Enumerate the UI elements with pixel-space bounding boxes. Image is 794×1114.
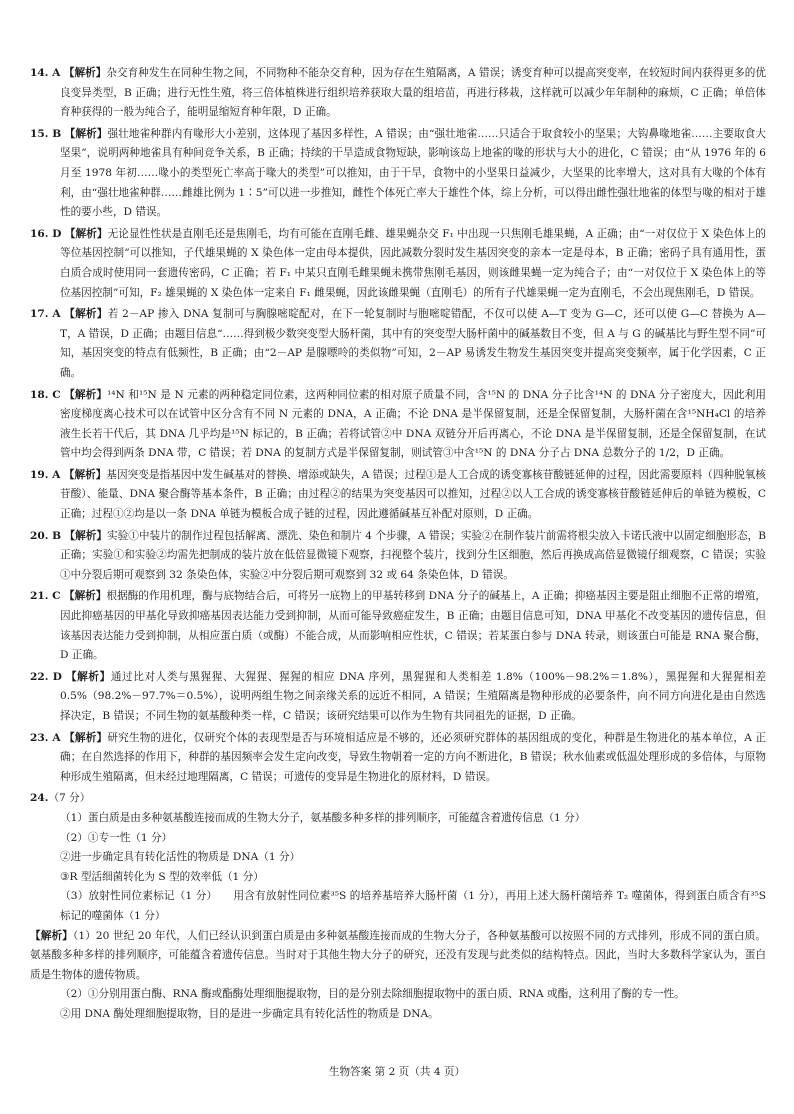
answer-list [30,64,766,787]
answer-paragraph [30,527,766,586]
answer-item [30,587,766,665]
answer-paragraph [30,668,766,727]
question-number: 14. A [30,67,61,79]
question-number: 18. C [30,388,61,401]
answer-page [30,64,766,1027]
question-score: （7 分） [48,792,91,805]
question-number: 21. C [30,590,61,603]
answer-line: （1）蛋白质是由多种氨基酸连接而成的生物大分子，氨基酸多种多样的排列顺序，可能蕴含着遗传信息（1 分） [60,811,586,824]
answer-item [30,668,766,727]
analysis-text: （1）20 世纪 20 年代，人们已经认识到蛋白质是由多种氨基酸连接而成的生物大分子，各种氨基酸可以按照不同的方式排列，形成不同的蛋白质。氨基酸多种多样的排列顺序，可能蕴含着遗传信息。当时对于其他生物大分子的研究，还没有发现与此类似的结构特点。因此，当时大多数科学家认为，蛋白质是生物体的遗传物质。 [30,929,767,981]
answer-item [30,125,766,223]
answer-item [30,225,766,303]
answer-item [30,466,766,525]
answer-line: ②进一步确定具有转化活性的物质是 DNA（1 分） [60,851,301,864]
analysis-text: 杂交育种发生在同种生物之间，不同物种不能杂交育种，因为存在生殖隔离，A 错误；诱变育种可以提高突变率，在较短时间内获得更多的优良变异类型，B 正确；进行无性生殖，将三倍体植株进行组织培养获取大量的组培苗，再进行移栽，这样就可以减少年年制种的麻烦，C 正确；单倍体育种获得的一般为纯合子，能明显缩短育种年限，D 正确。 [60,67,767,119]
question-number: 15. B [30,127,62,140]
answer-line: ③R 型活细菌转化为 S 型的效率低（1 分） [60,870,264,883]
analysis-text: 无论显性性状是直刚毛还是焦刚毛，均有可能在直刚毛雌、雄果蝇杂交 F₁ 中出现一只焦刚毛雄果蝇，A 正确；由“一对仅位于 X 染色体上的等位基因控制”可以推知，子代雄果蝇的 X 染色体一定由母本提供，因此减数分裂时发生基因突变的亲本一定是母本，B 正确；密码子具有通用性，蛋白质合成时使用同一套遗传密码，C 正确；若 F₁ 中某只直刚毛雌果蝇未携带焦刚毛基因，则该雌果蝇一定为纯合子；由“一对仅位于 X 染色体上的等位基因控制”可知，F₂ 雄果蝇的 X 染色体一定来自 F₁ 雌果蝇，因此该雌果蝇（直刚毛）的所有子代雄果蝇一定为直刚毛，不会出现焦刚毛，D 错误。 [60,227,767,299]
answer-paragraph [30,125,766,223]
analysis-text: ¹⁴N 和¹⁵N 是 N 元素的两种稳定同位素，这两种同位素的相对原子质量不同，含¹⁵N 的 DNA 分子比含¹⁴N 的 DNA 分子密度大，因此利用密度梯度离心技术可以在试管中区分含有不同 N 元素的 DNA，A 正确；不论 DNA 是半保留复制，还是全保留复制，大肠杆菌在含¹⁵NH₄Cl 的培养液生长若干代后，其 DNA 几乎均是¹⁵N 标记的，B 正确；若将试管②中 DNA 双链分开后再离心，不论 DNA 是半保留复制，还是全保留复制，在试管中均会得到两条 DNA 带，C 错误；若 DNA 的复制方式是半保留复制，则试管③中含¹⁵N 的 DNA 分子占 DNA 总数分子的 1/2，D 正确。 [60,388,766,460]
question-number: 16. D [30,227,62,240]
analysis-tag: 【解析】 [64,127,108,140]
answer-paragraph [30,466,766,525]
answer-paragraph [30,225,766,303]
answer-line: （2）①专一性（1 分） [60,831,173,844]
analysis-text: 若 2－AP 掺入 DNA 复制可与胸腺嘧啶配对，在下一轮复制时与胞嘧啶错配，不仅可以使 A—T 变为 G—C，还可以使 G—C 替换为 A—T，A 错误，D 正确；由题目信息“……得到极少数突变型大肠杆菌，其中有的突变型大肠杆菌中的碱基数目不变，但 A 与 G 的碱基比与野生型不同”可知，基因突变的特点有低频性，B 正确；由“2－AP 是腺嘌呤的类似物”可知，2－AP 易诱发生物发生基因突变并提高突变频率，属于化学因素，C 正确。 [60,308,766,379]
analysis-line: （2）①分别用蛋白酶、RNA 酶或酯酶处理细胞提取物，目的是分别去除细胞提取物中的蛋白质、RNA 或酯，这利用了酶的专一性。 [60,988,685,1001]
analysis-tag: 【解析】 [63,67,107,79]
analysis-text: 通过比对人类与黑猩猩、大猩猩、猩猩的相应 DNA 序列，黑猩猩和人类相差 1.8%（100%－98.2%＝1.8%），黑猩猩和大猩猩相差 0.5%（98.2%－97.7%＝0.5%），说明两组生物之间亲缘关系的远近不相同，A 错误；生殖隔离是物种形成的必要条件，向不同方向进化是由自然选择决定，B 错误；不同生物的氨基酸种类一样，C 错误；该研究结果可以作为生物有共同祖先的证据，D 正确。 [60,670,767,722]
analysis-text: 基因突变是指基因中发生碱基对的替换、增添或缺失，A 错误；过程①是人工合成的诱变寡核苷酸链延伸的过程，因此需要原料（四种脱氧核苷酸）、能量、DNA 聚合酶等基本条件，B 正确；由过程②的结果为突变基因可以推知，过程②以人工合成的诱变寡核苷酸链延伸后的单链为模板，C 正确；过程①②均是以一条 DNA 单链为模板合成子链的过程，因此遵循碱基互补配对原则，D 正确。 [60,468,767,521]
answer-item [30,386,766,464]
question-24-header [30,789,766,809]
analysis-tag: 【解析】 [64,529,107,542]
analysis-line: ②用 DNA 酶处理细胞提取物，目的是进一步确定具有转化活性的物质是 DNA。 [60,1007,439,1020]
question-number: 20. B [30,529,62,542]
answer-paragraph [30,729,766,788]
analysis-text: 强壮地雀种群内有喙形大小差别，这体现了基因多样性，A 错误；由“强壮地雀……只适合于取食较小的坚果；大钩鼻喙地雀……主要取食大坚果”，说明两种地雀具有种间竞争关系，B 正确；持续的干旱造成食物短缺，影响该岛上地雀的喙的形状与大小的进化，C 错误；由“从 1976 年的 6 月至 1978 年初……喙小的类型死亡率高于喙大的类型”可以推知，由于干旱，食物中的小坚果日益减少，大坚果的比率增大，这对具有大喙的个体有利，由“强壮地雀种群……雌雄比例为 1∶5”可以进一步推知，雌性个体死亡率大于雄性个体，综上分析，可以得出雌性强壮地雀的体型与喙的相对于雄性的要小些，D 错误。 [60,127,766,219]
answer-paragraph [30,305,766,383]
answer-paragraph [30,64,766,123]
analysis-paragraph [30,927,766,986]
answer-item [30,729,766,788]
analysis-tag: 【解析】 [30,929,73,942]
question-number: 19. A [30,468,61,481]
analysis-tag: 【解析】 [64,731,108,744]
page-footer: 生物答案 第 2 页（共 4 页） [328,1066,466,1078]
question-number: 17. A [30,308,61,321]
analysis-text: 实验①中装片的制作过程包括解离、漂洗、染色和制片 4 个步骤，A 错误；实验②在制作装片前需将根尖放入卡诺氏液中以固定细胞形态，B 正确；实验①和实验②均需先把制成的装片放在低倍显微镜下观察，扫视整个装片，找到分生区细胞，然后再换成高倍显微镜仔细观察，C 错误；实验①中分裂后期可观察到 32 条染色体，实验②中分裂后期可观察到 32 或 64 条染色体，D 错误。 [60,529,766,581]
analysis-tag: 【解析】 [64,388,108,401]
analysis-tag: 【解析】 [65,670,111,683]
question-number: 24. [30,792,49,805]
analysis-text: 研究生物的进化，仅研究个体的表现型是否与环境相适应是不够的，还必须研究群体的基因组成的变化，种群是生物进化的基本单位，A 正确；在自然选择的作用下，种群的基因频率会发生定向改变，导致生物朝着一定的方向不断进化，B 错误；秋水仙素或低温处理形成的多倍体，与原物种形成生殖隔离，但未经过地理隔离，C 错误；可遗传的变异是生物进化的原材料，D 错误。 [60,731,767,783]
question-24 [30,789,766,1024]
analysis-tag: 【解析】 [64,308,108,321]
question-number: 22. D [30,670,62,683]
answer-paragraph [30,386,766,464]
answer-item [30,64,766,123]
question-number: 23. A [30,731,61,744]
analysis-tag: 【解析】 [63,468,107,481]
answer-item [30,305,766,383]
answer-line: （3）放射性同位素标记（1 分） 用含有放射性同位素³⁵S 的培养基培养大肠杆菌（1 分），再用上述大肠杆菌培养 T₂ 噬菌体，得到蛋白质含有³⁵S 标记的噬菌体（1 分） [60,890,766,922]
analysis-tag: 【解析】 [64,590,107,603]
answer-paragraph [30,587,766,665]
answer-item [30,527,766,586]
analysis-text: 根据酶的作用机理，酶与底物结合后，可将另一底物上的甲基转移到 DNA 分子的碱基上，A 正确；抑癌基因主要是阻止细胞不正常的增殖，因此抑癌基因的甲基化导致抑癌基因表达能力受到抑制，从而可能导致癌症发生，B 正确；由题目信息可知，DNA 甲基化不改变基因的遗传信息，但该基因表达能力受到抑制，从相应蛋白质（或酶）不能合成，从而影响相应性状，C 错误；若某蛋白参与 DNA 转录，则该蛋白可能是 RNA 聚合酶，D 正确。 [60,590,767,662]
analysis-tag: 【解析】 [64,227,108,240]
